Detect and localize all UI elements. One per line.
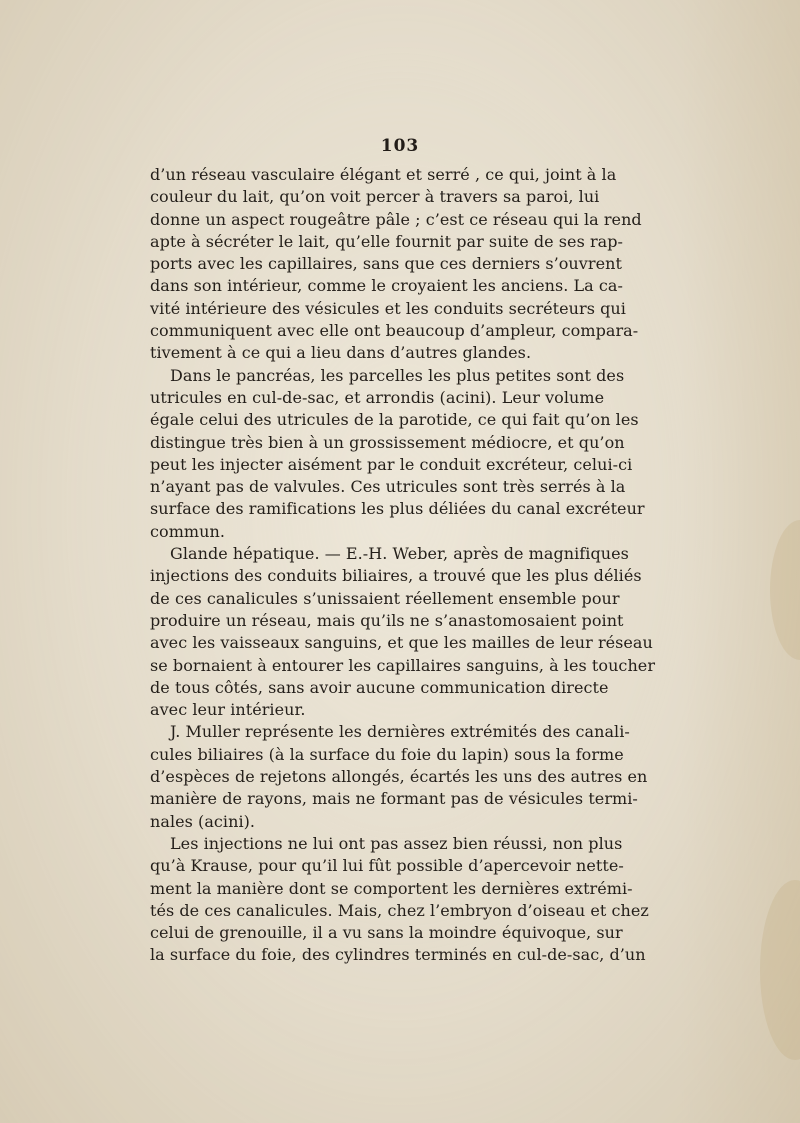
paper-stain [760, 880, 800, 1060]
text-line: dans son intérieur, comme le croyaient les anciens. La ca- [150, 276, 623, 296]
paragraph-start-line: Dans le pancréas, les parcelles les plus petites sont des [170, 365, 625, 385]
text-line: d’un réseau vasculaire élégant et serré , ce qui, joint à la [150, 165, 617, 184]
text-line: de tous côtés, sans avoir aucune communication directe [150, 677, 609, 697]
text-line: tivement à ce qui a lieu dans d’autres glandes. [150, 343, 532, 363]
text-line: égale celui des utricules de la parotide, ce qui fait qu’on les [150, 410, 639, 430]
text-line: ment la manière dont se comportent les dernières extrémi- [150, 878, 633, 898]
paper-stain [770, 520, 800, 660]
section-heading-line: Glande hépatique. — E.-H. Weber, après de magnifiques [170, 544, 629, 564]
text-line: utricules en cul-de-sac, et arrondis (acini). Leur volume [150, 387, 605, 407]
text-line: apte à sécréter le lait, qu’elle fournit par suite de ses rap- [150, 231, 624, 251]
text-line: surface des ramifications les plus déliées du canal excréteur [150, 499, 645, 519]
paragraph-start-line: J. Muller représente les dernières extrémités des canali- [170, 722, 630, 742]
text-line: celui de grenouille, il a vu sans la moindre équivoque, sur [150, 923, 623, 943]
text-line: couleur du lait, qu’on voit percer à travers sa paroi, lui [150, 187, 600, 207]
text-line: tés de ces canalicules. Mais, chez l’embryon d’oiseau et chez [150, 900, 649, 920]
text-line: commun. [150, 521, 225, 541]
text-line: peut les injecter aisément par le conduit excréteur, celui-ci [150, 454, 633, 474]
text-line: injections des conduits biliaires, a trouvé que les plus déliés [150, 566, 642, 586]
text-line: d’espèces de rejetons allongés, écartés les uns des autres en [150, 767, 648, 787]
text-line: manière de rayons, mais ne formant pas de vésicules termi- [150, 789, 638, 809]
text-line: distingue très bien à un grossissement médiocre, et qu’on [150, 432, 625, 452]
text-line: produire un réseau, mais qu’ils ne s’anastomosaient point [150, 610, 624, 630]
text-line: cules biliaires (à la surface du foie du lapin) sous la forme [150, 744, 624, 764]
page-number: 103 [380, 136, 420, 156]
text-line: avec les vaisseaux sanguins, et que les mailles de leur réseau [150, 633, 653, 653]
text-line: donne un aspect rougeâtre pâle ; c’est ce réseau qui la rend [150, 209, 642, 229]
text-line: de ces canalicules s’unissaient réellement ensemble pour [150, 588, 620, 608]
text-line: la surface du foie, des cylindres terminés en cul-de-sac, d’un [150, 945, 646, 965]
body-text [150, 164, 656, 967]
text-line: vité intérieure des vésicules et les conduits secréteurs qui [150, 298, 626, 318]
text-line: n’ayant pas de valvules. Ces utricules sont très serrés à la [150, 477, 626, 497]
text-line: qu’à Krause, pour qu’il lui fût possible d’apercevoir nette- [150, 856, 624, 876]
text-line: ports avec les capillaires, sans que ces derniers s’ouvrent [150, 254, 622, 274]
text-line: communiquent avec elle ont beaucoup d’ampleur, compara- [150, 321, 639, 341]
text-line: nales (acini). [150, 811, 256, 831]
text-line: avec leur intérieur. [150, 700, 306, 720]
paragraph-start-line: Les injections ne lui ont pas assez bien réussi, non plus [170, 833, 623, 853]
text-line: se bornaient à entourer les capillaires sanguins, à les toucher [150, 655, 656, 675]
